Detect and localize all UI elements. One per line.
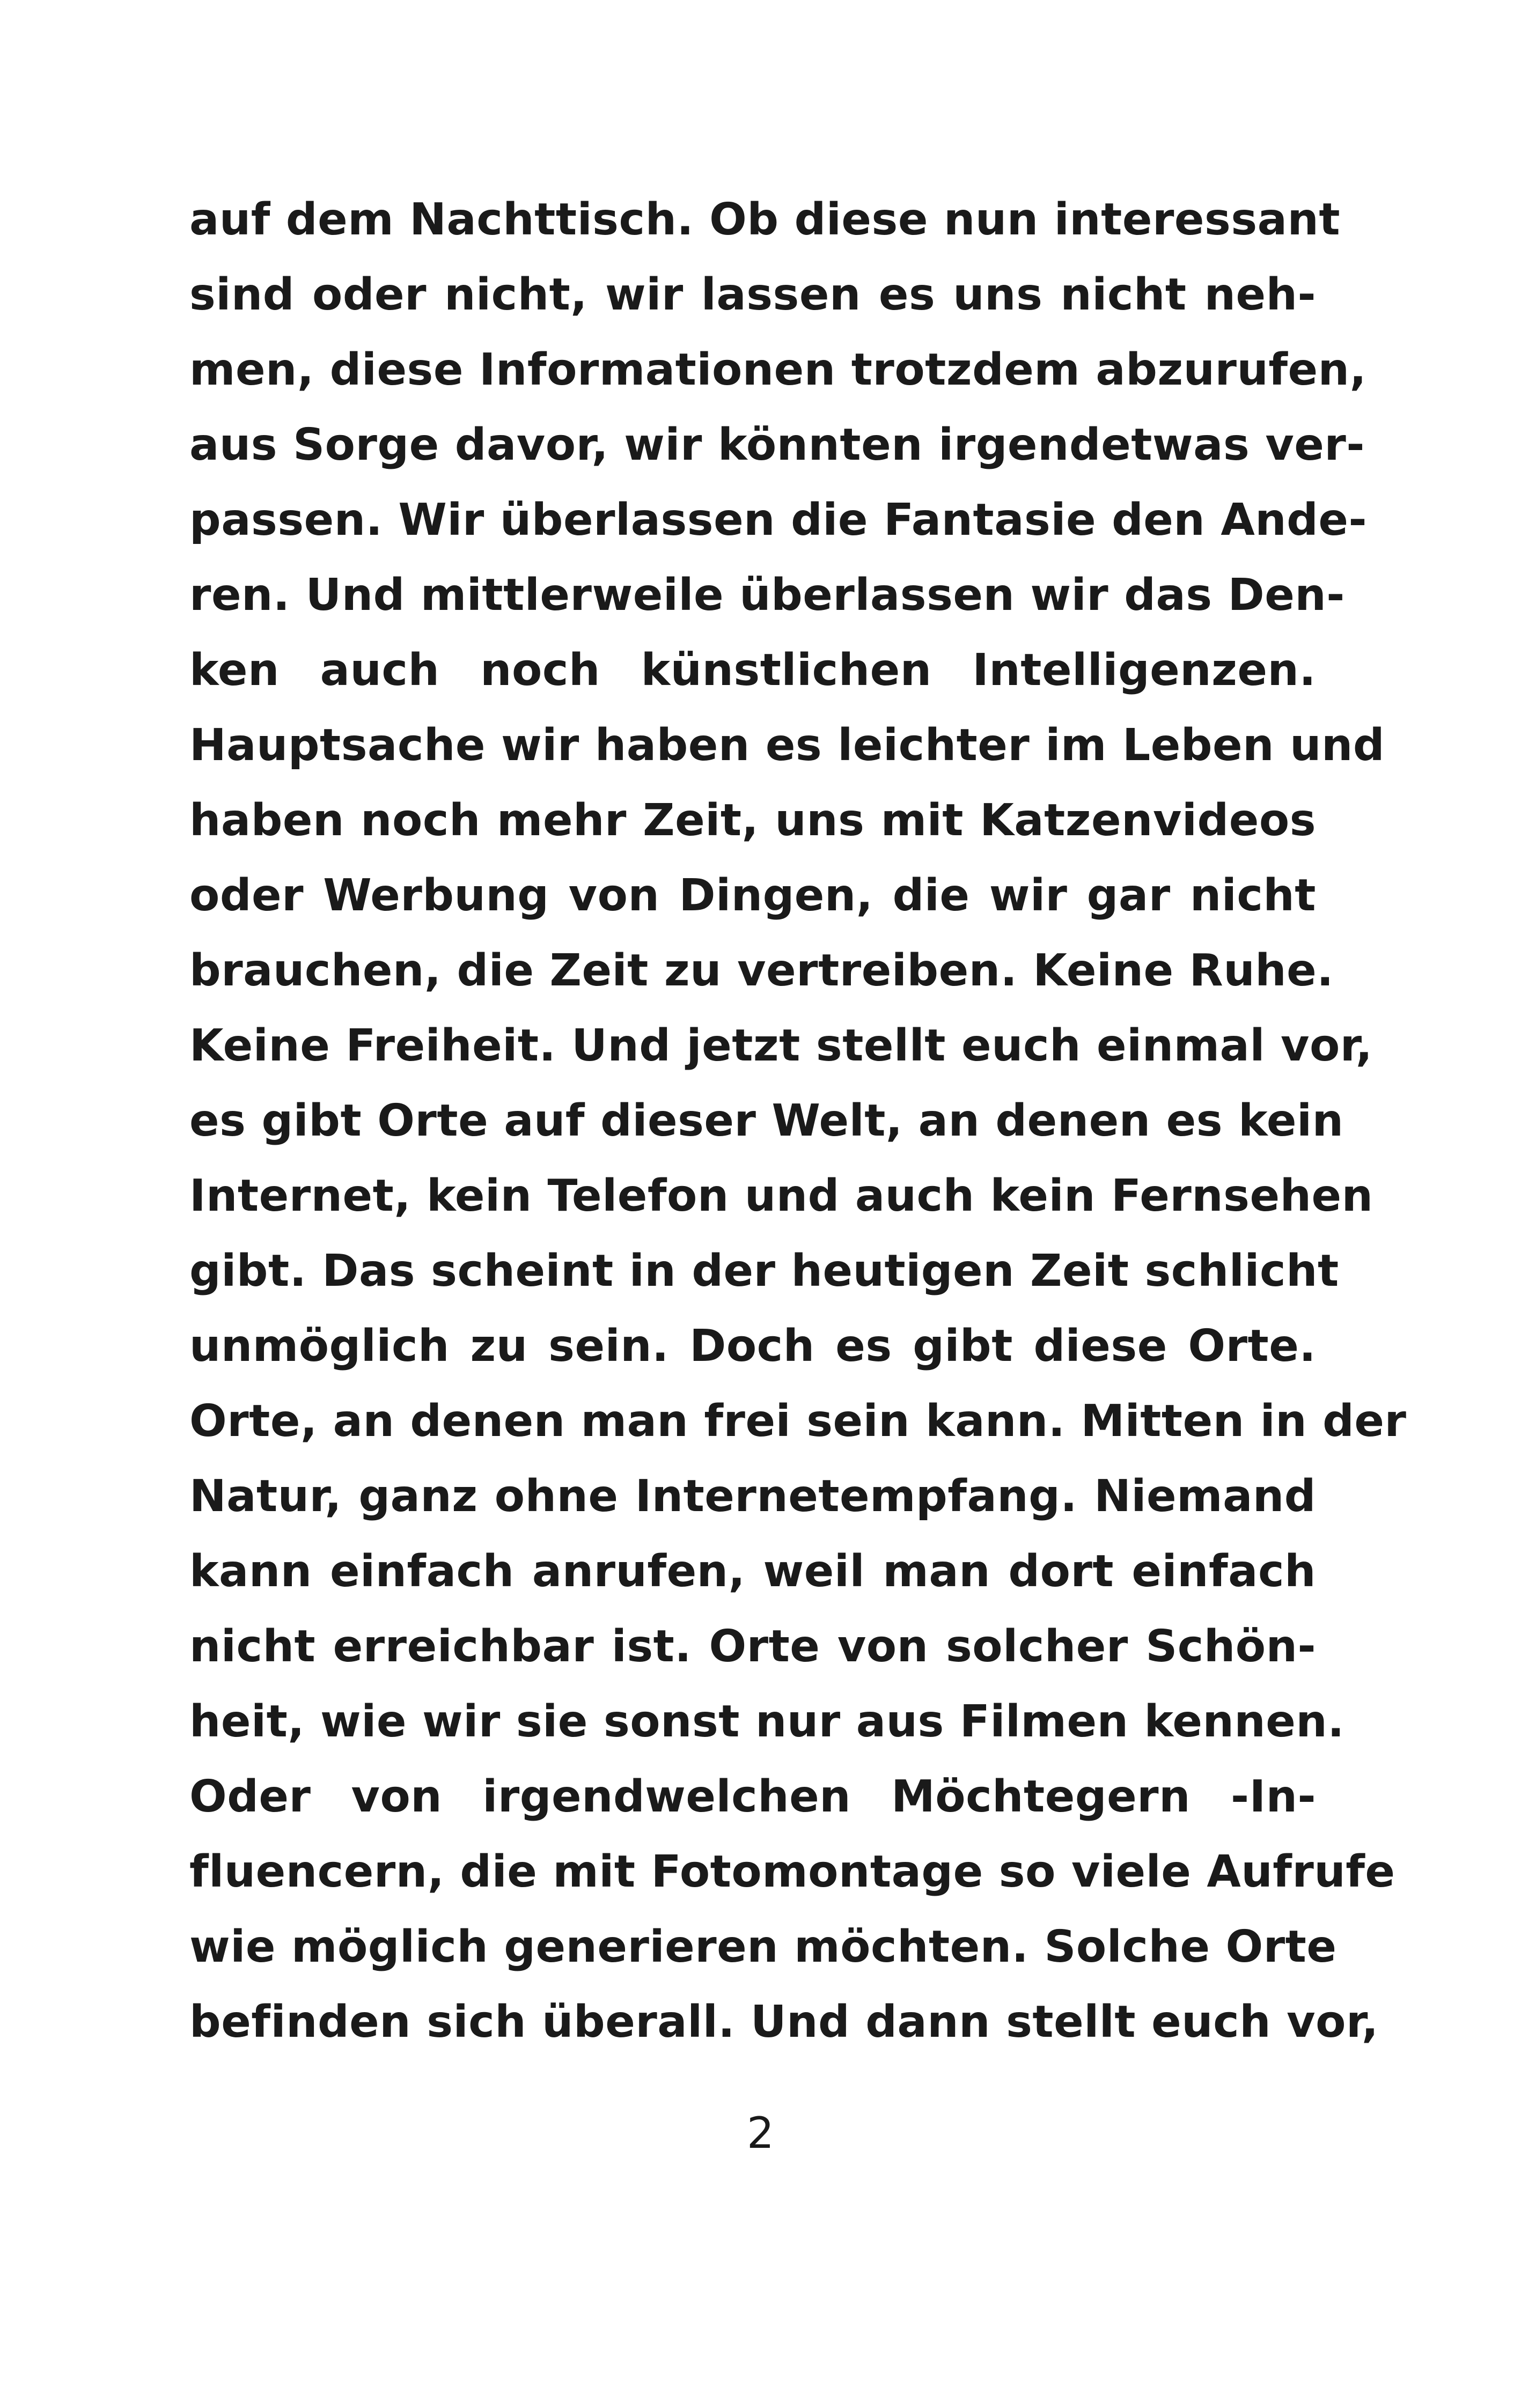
text-line: Oder von irgendwelchen Möchtegern -In- <box>189 1771 1316 1822</box>
text-line: ken auch noch künstlichen Intelligenzen. <box>189 645 1316 696</box>
text-line: es gibt Orte auf dieser Welt, an denen es kein <box>189 1095 1344 1146</box>
text-line: oder Werbung von Dingen, die wir gar nicht <box>189 870 1316 921</box>
body-text <box>189 182 1407 2060</box>
text-line: haben noch mehr Zeit, uns mit Katzenvideos <box>189 795 1316 846</box>
text-line: ren. Und mittlerweile überlassen wir das Den- <box>189 570 1345 621</box>
text-line: befinden sich überall. Und dann stellt euch vor, <box>189 1997 1379 2048</box>
text-line: fluencern, die mit Fotomontage so viele Aufrufe <box>189 1846 1395 1897</box>
text-line: passen. Wir überlassen die Fantasie den Ande- <box>189 495 1368 546</box>
text-line: sind oder nicht, wir lassen es uns nicht neh- <box>189 269 1316 320</box>
text-line: Keine Freiheit. Und jetzt stellt euch einmal vor, <box>189 1020 1373 1071</box>
text-line: heit, wie wir sie sonst nur aus Filmen kennen. <box>189 1696 1344 1747</box>
text-line: unmöglich zu sein. Doch es gibt diese Orte. <box>189 1321 1316 1372</box>
text-line: wie möglich generieren möchten. Solche Orte <box>189 1921 1337 1972</box>
text-line: men, diese Informationen trotzdem abzurufen, <box>189 344 1367 395</box>
text-line: Orte, an denen man frei sein kann. Mitten in der <box>189 1396 1407 1447</box>
text-line: Hauptsache wir haben es leichter im Leben und <box>189 720 1385 771</box>
text-line: Internet, kein Telefon und auch kein Fernsehen <box>189 1170 1373 1221</box>
page-number: 2 <box>747 2108 774 2158</box>
text-line: nicht erreichbar ist. Orte von solcher Schön- <box>189 1621 1316 1672</box>
text-line: kann einfach anrufen, weil man dort einfach <box>189 1546 1316 1597</box>
text-line: Natur, ganz ohne Internetempfang. Niemand <box>189 1471 1316 1522</box>
text-line: aus Sorge davor, wir könnten irgendetwas ver- <box>189 419 1365 470</box>
text-line: brauchen, die Zeit zu vertreiben. Keine Ruhe. <box>189 945 1334 996</box>
text-line: auf dem Nachttisch. Ob diese nun interessant <box>189 194 1341 245</box>
text-line: gibt. Das scheint in der heutigen Zeit schlicht <box>189 1246 1339 1297</box>
